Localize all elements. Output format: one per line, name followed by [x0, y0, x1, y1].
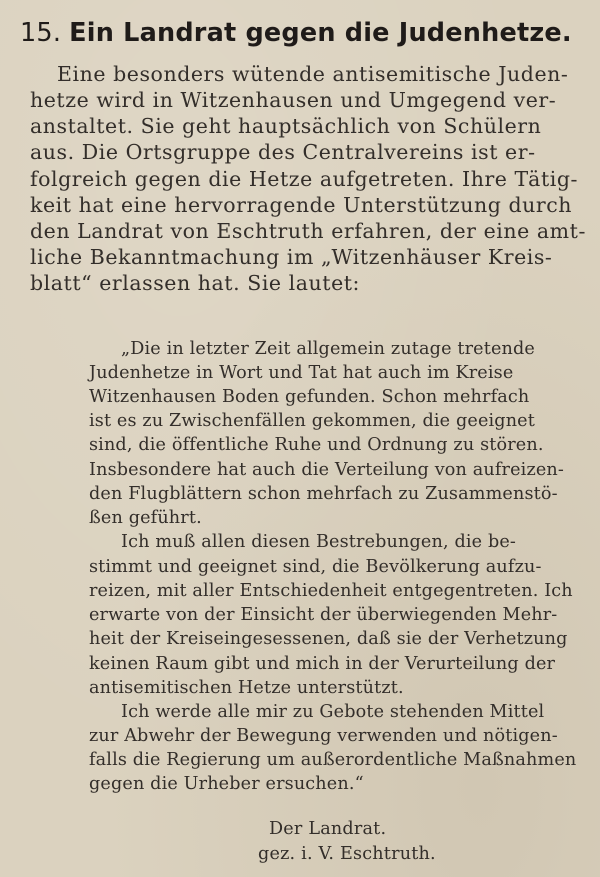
quote-line: gegen die Urheber ersuchen.“	[89, 774, 364, 794]
intro-line: hetze wird in Witzenhausen und Umgegend ver-	[30, 88, 557, 112]
section-title: Ein Landrat gegen die Judenhetze.	[69, 18, 572, 48]
quote-line: falls die Regierung um außerordentliche Maßnahmen	[89, 750, 577, 770]
quote-line: reizen, mit aller Entschiedenheit entgegentreten. Ich	[89, 581, 573, 601]
intro-line: Eine besonders wütende antisemitische Juden-	[57, 62, 569, 86]
section-heading	[20, 16, 590, 50]
quote-line: den Flugblättern schon mehrfach zu Zusammenstö-	[89, 484, 558, 504]
intro-line: folgreich gegen die Hetze aufgetreten. Ihre Tätig-	[30, 167, 578, 191]
quote-line: keinen Raum gibt und mich in der Verurteilung der	[89, 654, 556, 674]
quote-line: heit der Kreiseingesessenen, daß sie der Verhetzung	[89, 629, 568, 649]
quote-line: Witzenhausen Boden gefunden. Schon mehrfach	[89, 387, 530, 407]
quote-line: stimmt und geeignet sind, die Bevölkerung aufzu-	[89, 557, 542, 577]
intro-line: den Landrat von Eschtruth erfahren, der eine amt-	[30, 219, 586, 243]
intro-line: blatt“ erlassen hat. Sie lautet:	[30, 271, 361, 295]
intro-line: anstaltet. Sie geht hauptsächlich von Schülern	[30, 114, 542, 138]
quote-line: Judenhetze in Wort und Tat hat auch im Kreise	[89, 363, 514, 383]
quote-line: zur Abwehr der Bewegung verwenden und nötigen-	[89, 726, 558, 746]
quote-line: Ich werde alle mir zu Gebote stehenden Mittel	[121, 702, 545, 722]
signature-office: Der Landrat.	[269, 819, 387, 839]
signature-name: gez. i. V. Eschtruth.	[258, 844, 436, 864]
quote-line: Ich muß allen diesen Bestrebungen, die be-	[121, 532, 517, 552]
quote-line: antisemitischen Hetze unterstützt.	[89, 678, 404, 698]
intro-line: aus. Die Ortsgruppe des Centralvereins ist er-	[30, 140, 536, 164]
quote-line: ist es zu Zwischenfällen gekommen, die geeignet	[89, 411, 535, 431]
quote-line: erwarte von der Einsicht der überwiegenden Mehr-	[89, 605, 558, 625]
quote-line: Insbesondere hat auch die Verteilung von aufreizen-	[89, 460, 565, 480]
section-number: 15.	[20, 18, 62, 48]
quote-line: „Die in letzter Zeit allgemein zutage tretende	[121, 339, 535, 359]
quote-line: ßen geführt.	[89, 508, 202, 528]
intro-line: keit hat eine hervorragende Unterstützung durch	[30, 193, 573, 217]
quote-line: sind, die öffentliche Ruhe und Ordnung zu stören.	[89, 435, 544, 455]
intro-line: liche Bekanntmachung im „Witzenhäuser Kreis-	[30, 245, 553, 269]
